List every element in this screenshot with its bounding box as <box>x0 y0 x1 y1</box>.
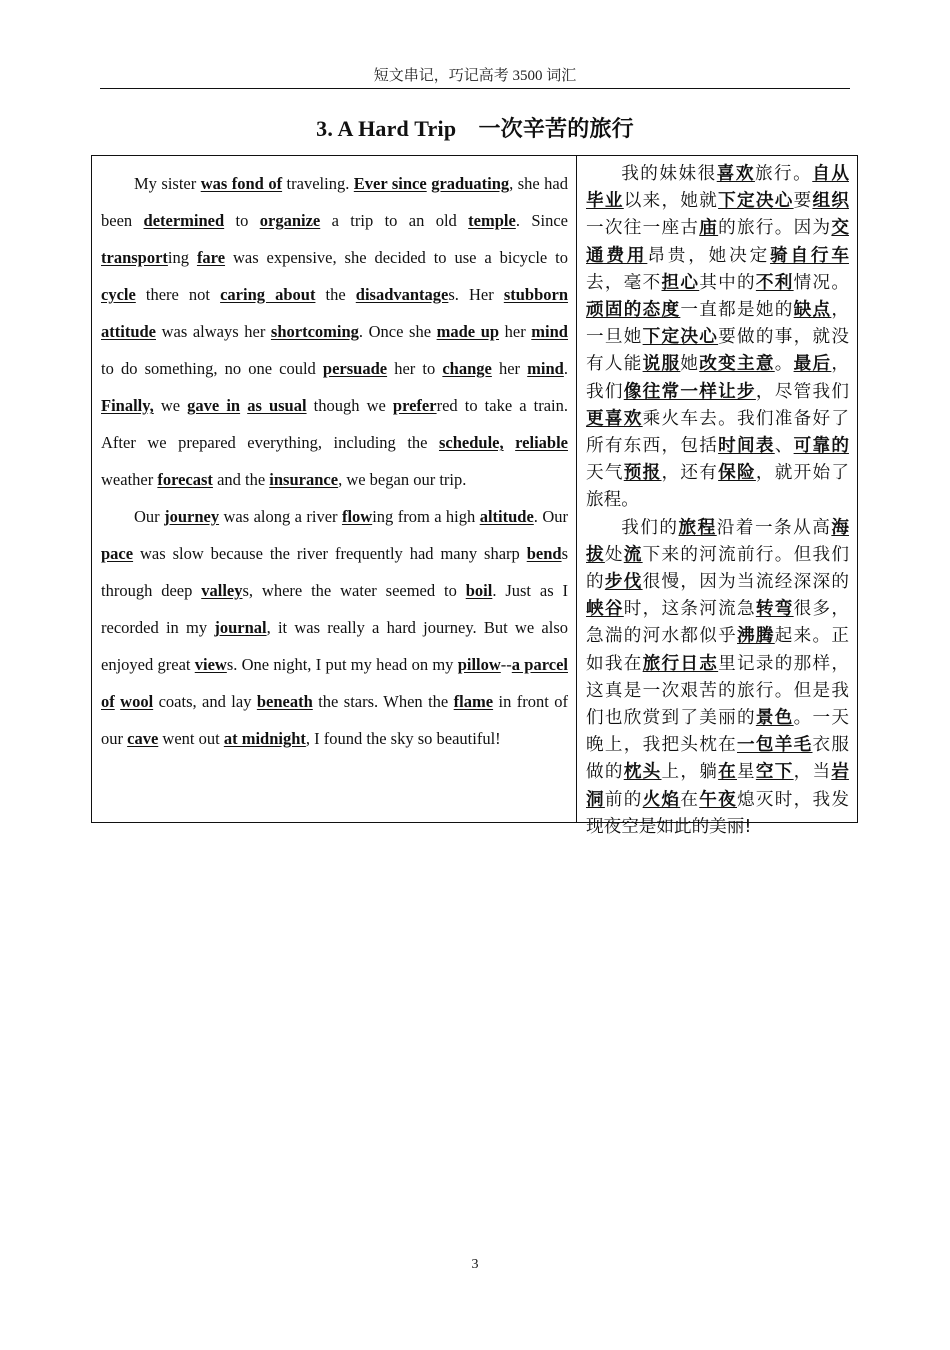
vocab-keyword: at midnight <box>223 729 306 748</box>
text-run: s. One night, I put my head on my <box>226 655 458 674</box>
vocab-keyword: prefer <box>392 396 437 415</box>
vocab-keyword: reliable <box>515 433 568 452</box>
vocab-keyword: 自从毕业 <box>586 164 849 212</box>
vocab-keyword: 火焰 <box>642 789 681 810</box>
vocab-keyword: 最后 <box>793 354 832 375</box>
vocab-keyword: 顽固的态度 <box>586 300 681 321</box>
vocab-keyword: 转弯 <box>755 599 794 620</box>
vocab-keyword: 岩洞 <box>586 762 849 810</box>
text-run: 前的 <box>604 789 643 810</box>
text-run: , it was really a hard journey. But we also enjoyed great <box>101 618 568 674</box>
text-run: 。 <box>774 354 794 375</box>
english-column <box>92 156 577 822</box>
text-run: s, where the water seemed to <box>242 581 466 600</box>
vocab-keyword: a parcel of <box>101 655 568 711</box>
vocab-keyword: shortcoming <box>270 322 359 341</box>
vocab-keyword: 预报 <box>623 463 662 484</box>
chinese-paragraph <box>586 161 849 515</box>
vocab-keyword: stubborn <box>503 285 569 304</box>
vocab-keyword: 不利 <box>755 272 794 293</box>
text-run: 处 <box>604 544 624 565</box>
vocab-keyword: bend <box>526 544 562 563</box>
vocab-keyword: pace <box>101 544 134 563</box>
vocab-keyword: 步伐 <box>604 572 643 593</box>
english-paragraph <box>101 498 568 757</box>
vocab-keyword: graduating <box>431 174 510 193</box>
text-run: was slow because the river frequently had many sharp <box>133 544 527 563</box>
vocab-keyword: 旅行日志 <box>642 653 719 674</box>
vocab-keyword: determined <box>143 211 225 230</box>
text-run: to <box>224 211 260 230</box>
text-run: 一直都是她的 <box>680 300 794 321</box>
text-run: My sister <box>134 174 201 193</box>
text-run: 很多，急湍的河水都似乎 <box>586 599 849 647</box>
text-run: 以来，她就 <box>623 191 719 212</box>
vocab-keyword: 缺点 <box>793 300 832 321</box>
page-header: 短文串记，巧记高考 3500 词汇 <box>100 64 850 89</box>
text-run: traveling. <box>282 174 354 193</box>
text-run: 很慢，因为当流经深深的 <box>642 572 849 593</box>
text-run: 。一天晚上，我把头枕在 <box>586 708 849 756</box>
text-run: , I found the sky so beautiful! <box>305 729 501 748</box>
text-run: . <box>563 359 568 378</box>
text-run: and the <box>212 470 270 489</box>
vocab-keyword: 旅程 <box>678 517 717 538</box>
vocab-keyword: forecast <box>157 470 213 489</box>
text-run: , she had been <box>101 174 569 230</box>
text-run: 天气 <box>586 463 624 484</box>
vocab-keyword: temple <box>468 211 516 230</box>
text-run: 起来。正如我在 <box>586 626 849 674</box>
vocab-keyword: 在 <box>718 762 737 783</box>
text-run: her to <box>387 359 443 378</box>
text-run: 情况。 <box>793 272 849 293</box>
vocab-keyword: 骑自行车 <box>770 245 849 266</box>
text-run: . Once she <box>358 322 437 341</box>
vocab-keyword: Finally, <box>101 396 154 415</box>
vocab-keyword: persuade <box>322 359 388 378</box>
text-run: weather <box>101 470 158 489</box>
vocab-keyword: view <box>194 655 227 674</box>
text-run: 去，毫不 <box>586 272 662 293</box>
bilingual-table <box>91 155 858 837</box>
text-run: the <box>315 285 356 304</box>
vocab-keyword: journal <box>214 618 267 637</box>
text-run: 下来的河流前行。但我们的 <box>586 544 849 593</box>
vocab-keyword: gave in <box>187 396 241 415</box>
vocab-keyword: as usual <box>247 396 307 415</box>
text-run: 要 <box>793 191 813 212</box>
vocab-keyword: 枕头 <box>623 762 662 783</box>
vocab-keyword: fare <box>196 248 226 267</box>
text-run: ，一旦她 <box>586 300 849 348</box>
text-run: 的旅行。因为 <box>718 218 832 239</box>
text-run: was expensive, she decided to use a bicycle to <box>225 248 569 267</box>
text-run: s. Her <box>448 285 504 304</box>
vocab-keyword: pillow <box>457 655 501 674</box>
vocab-keyword: Ever since <box>353 174 427 193</box>
vocab-keyword: cycle <box>101 285 136 304</box>
text-run: ，还有 <box>661 463 719 484</box>
vocab-keyword: mind <box>531 322 568 341</box>
text-run: 要做的事，就没有人能 <box>586 327 849 375</box>
text-run: . Just as I recorded in my <box>101 581 568 637</box>
text-run: 星 <box>736 762 756 783</box>
vocab-keyword: transport <box>101 248 168 267</box>
text-run: 时，这条河流急 <box>623 599 756 620</box>
text-run: we <box>153 396 188 415</box>
text-run: coats, and lay <box>153 692 257 711</box>
text-run: 旅行。 <box>754 164 813 184</box>
vocab-keyword: 担心 <box>661 272 700 293</box>
text-run: 在 <box>680 789 700 810</box>
vocab-keyword: 空下 <box>755 762 794 783</box>
vocab-keyword: 午夜 <box>699 789 737 810</box>
text-run: there not <box>135 285 221 304</box>
vocab-keyword: 峡谷 <box>586 599 624 620</box>
text-run: s through deep <box>101 544 568 600</box>
vocab-keyword: 沸腾 <box>737 626 775 647</box>
text-run: 、 <box>774 436 794 457</box>
english-paragraph <box>101 165 568 498</box>
vocab-keyword: 可靠的 <box>793 436 849 457</box>
text-run: 一次往一座古 <box>586 218 700 239</box>
chinese-paragraph <box>586 515 849 841</box>
vocab-keyword: journey <box>164 507 220 526</box>
vocab-keyword: organize <box>259 211 321 230</box>
vocab-keyword: was fond of <box>200 174 283 193</box>
vocab-keyword: 组织 <box>812 191 849 212</box>
vocab-keyword: 改变主意 <box>699 354 775 375</box>
text-run: to do something, no one could <box>101 359 323 378</box>
text-run: was always her <box>156 322 271 341</box>
text-run: 沿着一条从高 <box>716 517 832 538</box>
vocab-keyword: 海拔 <box>586 517 849 565</box>
vocab-keyword: 景色 <box>755 708 794 729</box>
vocab-keyword: change <box>442 359 492 378</box>
text-run: 我的妹妹很 <box>621 164 717 184</box>
text-run: 其中的 <box>699 272 756 293</box>
vocab-keyword: 流 <box>623 544 643 565</box>
text-run: 衣服做的 <box>586 735 849 783</box>
vocab-keyword: 一包羊毛 <box>737 735 813 756</box>
vocab-keyword: 时间表 <box>718 436 775 457</box>
vocab-keyword: attitude <box>101 322 156 341</box>
text-run: the stars. When the <box>312 692 454 711</box>
text-run: red to take a train. After we prepared everything, including the <box>101 396 569 452</box>
text-run: 昂贵，她决定 <box>647 245 771 266</box>
text-run: -- <box>500 655 512 674</box>
text-run: 上，躺 <box>661 762 719 783</box>
text-run: . Since <box>515 211 568 230</box>
text-run: 乘火车去。我们准备好了所有东西，包括 <box>586 408 849 457</box>
text-run: though we <box>306 396 393 415</box>
vocab-keyword: made up <box>436 322 500 341</box>
vocab-keyword: 庙 <box>699 218 719 239</box>
vocab-keyword: schedule, <box>438 433 504 452</box>
text-run: 她 <box>680 354 700 375</box>
text-run: ，尽管我们 <box>755 381 849 402</box>
text-run: was along a river <box>219 507 342 526</box>
text-run: . Our <box>533 507 568 526</box>
vocab-keyword: valley <box>201 581 243 600</box>
vocab-keyword: 交通费用 <box>586 218 849 266</box>
text-run: in front of our <box>101 692 568 748</box>
text-run: ing from a high <box>372 507 480 526</box>
text-run: ，我们 <box>586 354 849 402</box>
vocab-keyword: mind <box>527 359 564 378</box>
vocab-keyword: 下定决心 <box>718 191 794 212</box>
text-run: her <box>491 359 528 378</box>
chinese-column <box>577 156 857 837</box>
page-title: 3. A Hard Trip 一次辛苦的旅行 <box>316 116 634 141</box>
vocab-keyword: 喜欢 <box>716 164 755 184</box>
vocab-keyword: altitude <box>479 507 534 526</box>
text-run: Our <box>134 507 165 526</box>
vocab-keyword: 下定决心 <box>642 327 719 348</box>
vocab-keyword: disadvantage <box>355 285 449 304</box>
text-run: ，就开始了旅程。 <box>586 463 849 511</box>
vocab-keyword: flow <box>341 507 373 526</box>
vocab-keyword: 保险 <box>718 463 756 484</box>
text-run <box>504 433 516 452</box>
vocab-keyword: 像往常一样让步 <box>623 381 756 402</box>
page-number: 3 <box>471 1257 479 1272</box>
vocab-keyword: 更喜欢 <box>586 408 643 429</box>
text-run: a trip to an old <box>320 211 469 230</box>
vocab-keyword: insurance <box>269 470 339 489</box>
vocab-keyword: 说服 <box>642 354 681 375</box>
vocab-keyword: caring about <box>220 285 316 304</box>
vocab-keyword: cave <box>127 729 159 748</box>
text-run: 我们的 <box>621 517 679 538</box>
text-run: ，当 <box>793 762 832 783</box>
text-run: her <box>499 322 532 341</box>
text-run: , we began our trip. <box>338 470 467 489</box>
text-run: ing <box>167 248 197 267</box>
vocab-keyword: wool <box>120 692 154 711</box>
vocab-keyword: flame <box>453 692 494 711</box>
text-run: went out <box>158 729 224 748</box>
text-run: 熄灭时，我发现夜空是如此的美丽! <box>586 789 849 837</box>
vocab-keyword: boil <box>465 581 493 600</box>
vocab-keyword: beneath <box>256 692 313 711</box>
text-run: 里记录的那样，这真是一次艰苦的旅行。但是我们也欣赏到了美丽的 <box>586 653 849 729</box>
